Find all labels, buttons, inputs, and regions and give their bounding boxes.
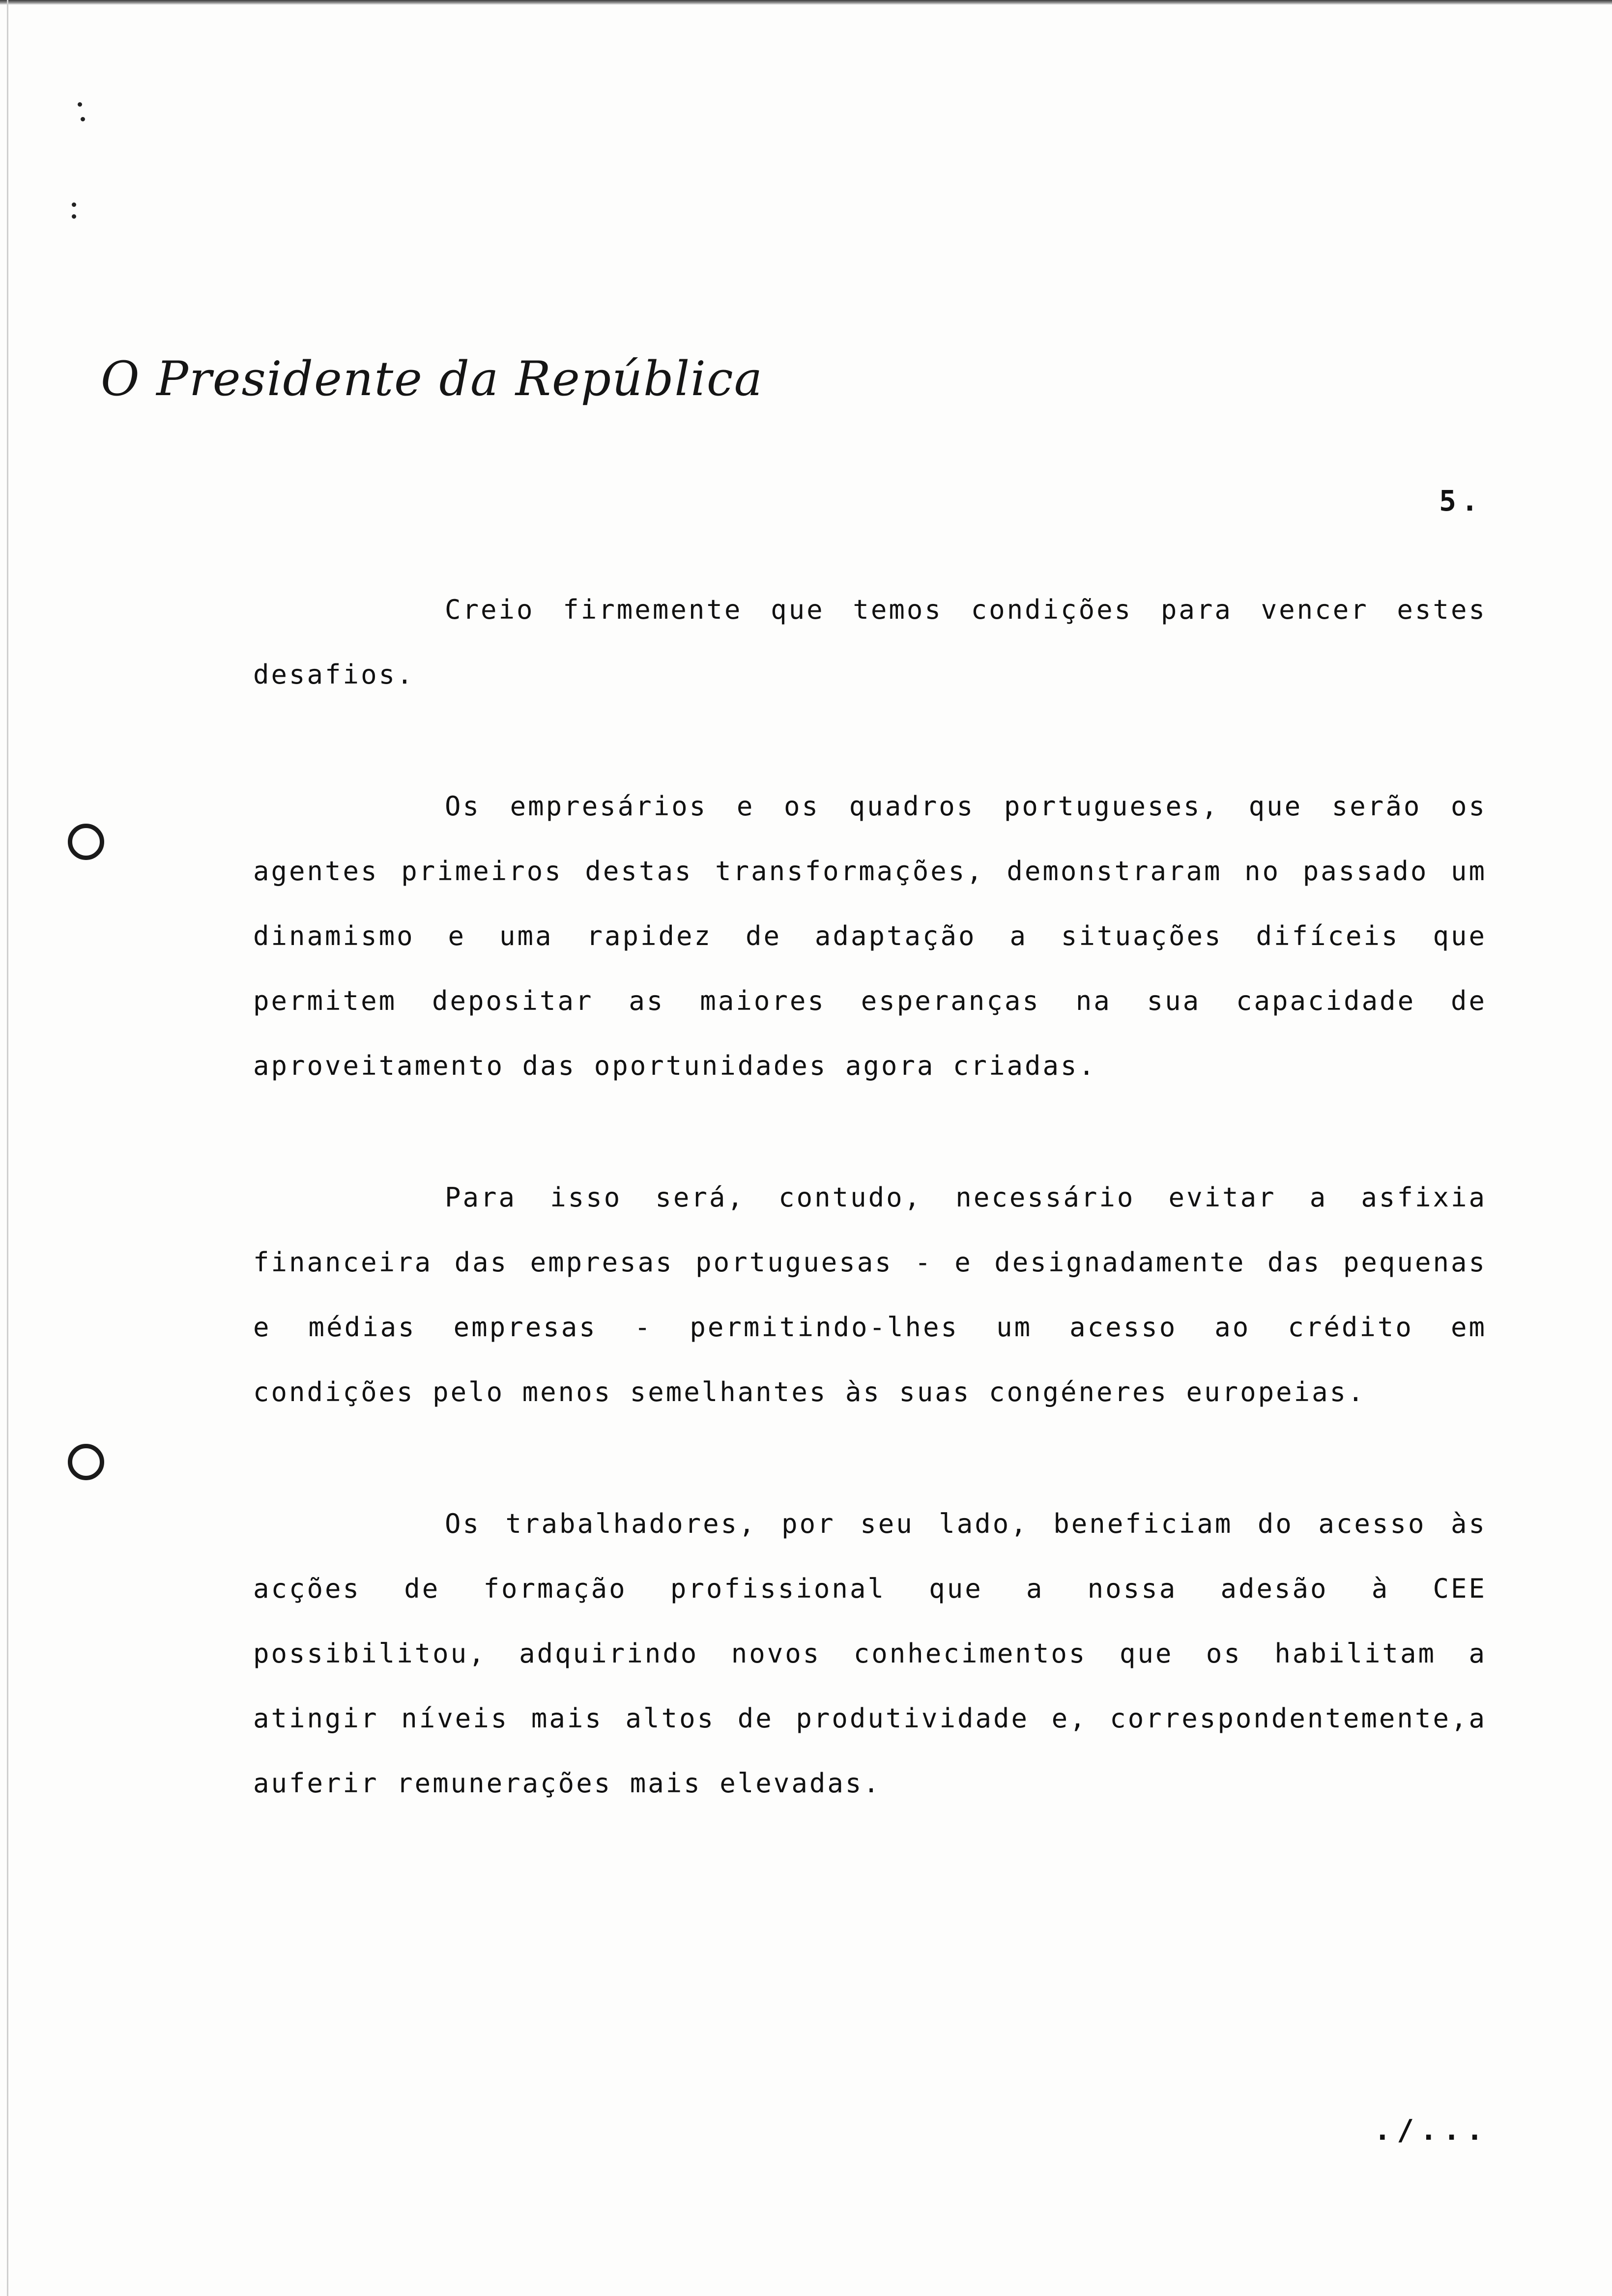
punch-hole-icon [68, 824, 104, 860]
scan-speck [81, 117, 85, 121]
scan-speck [78, 102, 82, 107]
paragraph: Creio firmemente que temos condições para vencer estes desafios. [253, 594, 1487, 690]
scan-top-edge [0, 0, 1612, 5]
scan-speck [72, 214, 76, 219]
paragraph: Para isso será, contudo, necessário evitar a asfixia financeira das empresas portuguesas - e designadamente das pequenas e médias empresas - permitindo-lhes um acesso ao crédito em condições pelo menos semelhantes às suas congéneres europeias. [253, 1182, 1487, 1407]
continuation-mark: ./... [1374, 2113, 1489, 2147]
letterhead: O Presidente da República [101, 351, 763, 406]
paragraph: Os trabalhadores, por seu lado, beneficiam do acesso às acções de formação profissional que a nossa adesão à CEE possibilitou, adquirindo novos conhecimentos que os habilitam a atingir níveis mais altos de produtividade e, correspondentemente,a auferir remunerações mais elevadas. [253, 1508, 1487, 1799]
paragraph: Os empresários e os quadros portugueses, que serão os agentes primeiros destas transformações, demonstraram no passado um dinamismo e uma rapidez de adaptação a situações difíceis que permitem depositar as maiores esperanças na sua capacidade de aproveitamento das oportunidades agora criadas. [253, 791, 1487, 1081]
scan-speck [72, 202, 76, 207]
page-number: 5. [1439, 484, 1483, 517]
punch-hole-icon [68, 1444, 104, 1480]
body-text [253, 577, 1487, 1883]
scan-left-edge [7, 0, 8, 2296]
